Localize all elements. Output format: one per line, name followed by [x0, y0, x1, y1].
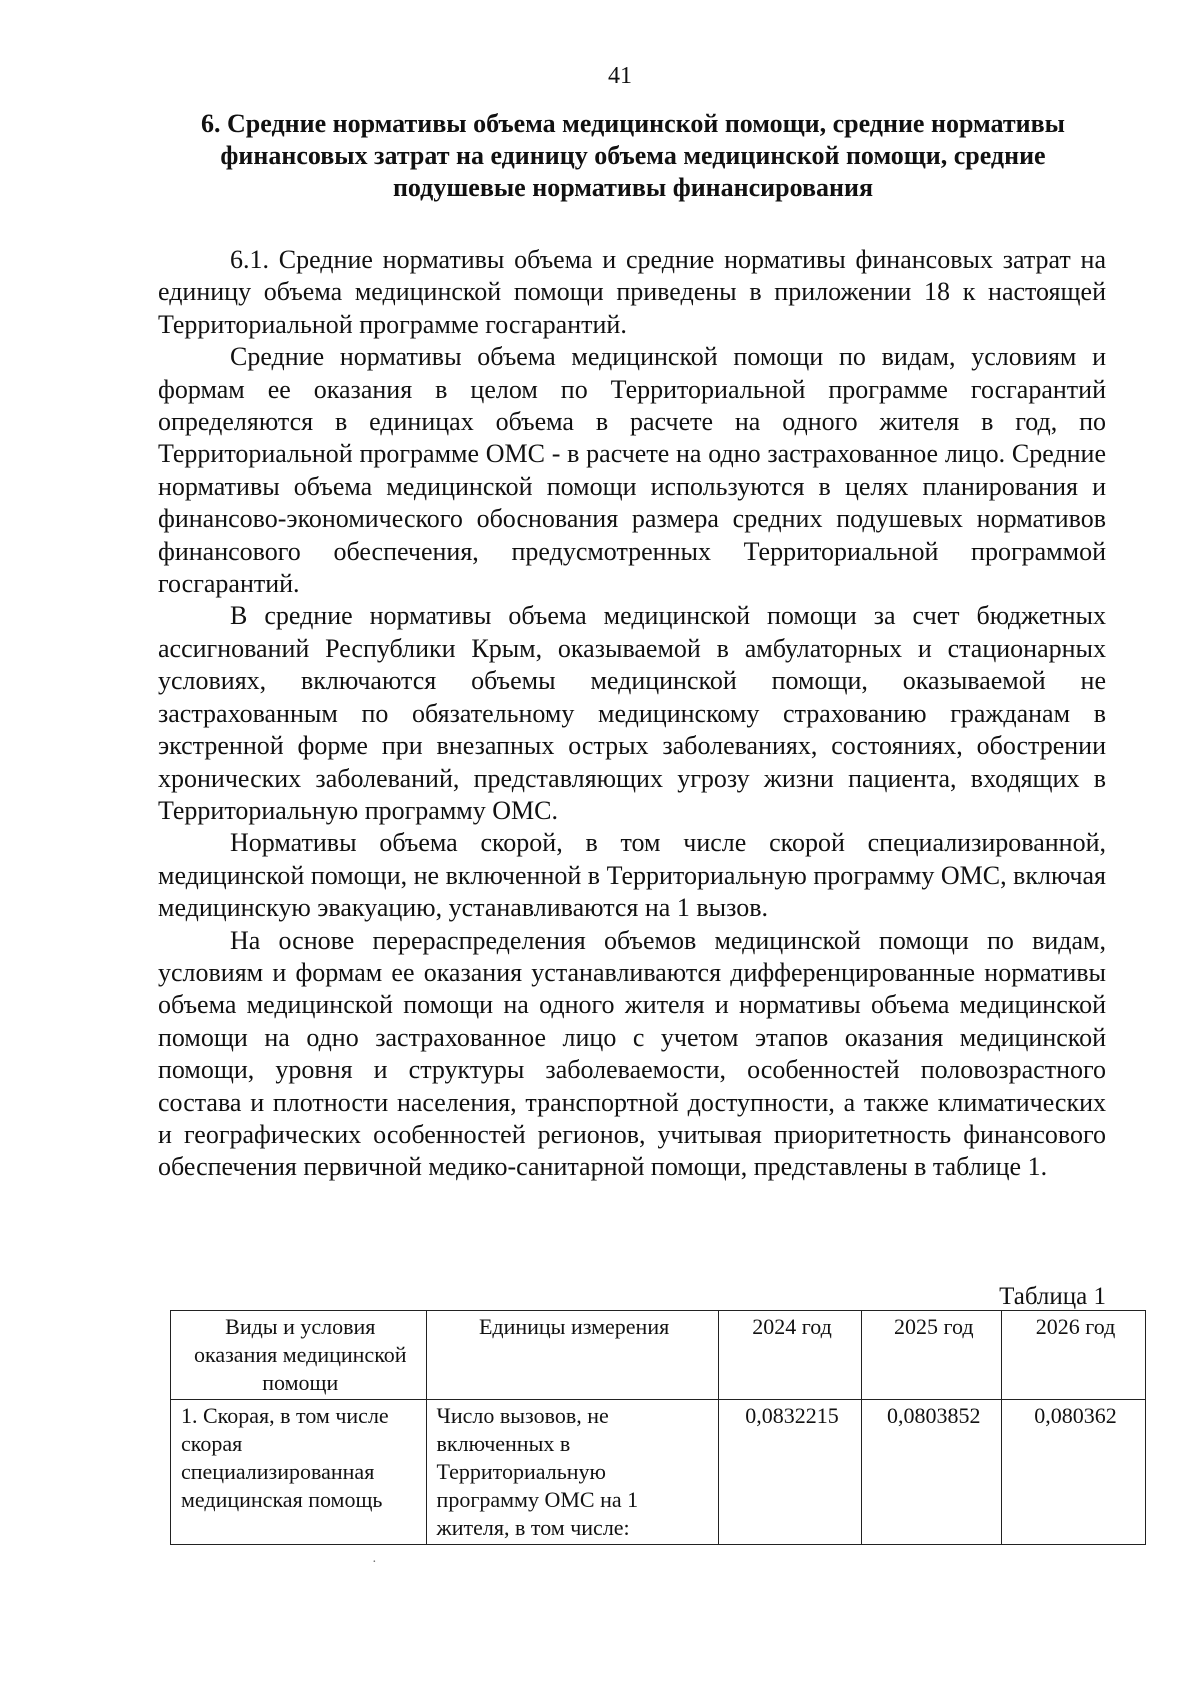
cell-unit: Число вызовов, не включенных в Территориальную программу ОМС на 1 жителя, в том числе:	[426, 1400, 718, 1545]
cell-2024: 0,0832215	[718, 1400, 862, 1545]
table-row	[171, 1400, 1146, 1545]
table-caption: Таблица 1	[999, 1283, 1106, 1310]
header-cell-2025: 2025 год	[862, 1311, 1002, 1400]
header-cell-2024: 2024 год	[718, 1311, 862, 1400]
header-cell-unit: Единицы измерения	[426, 1311, 718, 1400]
cell-2026: 0,080362	[1002, 1400, 1146, 1545]
paragraph: 6.1. Средние нормативы объема и средние нормативы финансовых затрат на единицу объема медицинской помощи приведены в приложении 18 к настоящей Территориальной программе госгарантий.	[158, 245, 1106, 339]
header-cell-2026: 2026 год	[1002, 1311, 1146, 1400]
paragraph: На основе перераспределения объемов медицинской помощи по видам, условиям и формам ее оказания устанавливаются дифференцированные нормативы объема медицинской помощи на одного жителя и нормативы объема медицинской помощи на одно застрахованное лицо с учетом этапов оказания медицинской помощи, уровня и структуры заболеваемости, особенностей половозрастного состава и плотности населения, транспортной доступности, а также климатических и географических особенностей регионов, учитывая приоритетность финансового обеспечения первичной медико-санитарной помощи, представлены в таблице 1.	[158, 925, 1106, 1182]
paragraph: Нормативы объема скорой, в том числе скорой специализированной, медицинской помощи, не включенной в Территориальную программу ОМС, включая медицинскую эвакуацию, устанавливаются на 1 вызов.	[158, 828, 1106, 923]
data-table	[170, 1310, 1146, 1545]
header-cell-type: Виды и условия оказания медицинской помощи	[171, 1311, 427, 1400]
table-header-row	[171, 1311, 1146, 1400]
cell-type: 1. Скорая, в том числе скорая специализированная медицинская помощь	[171, 1400, 427, 1545]
page-number: 41	[608, 63, 632, 89]
body-text	[158, 244, 1106, 1184]
paragraph: В средние нормативы объема медицинской помощи за счет бюджетных ассигнований Республики Крым, оказываемой в амбулаторных и стационарных условиях, включаются объемы медицинской помощи, оказываемой не застрахованным по обязательному медицинскому страхованию гражданам в экстренной форме при внезапных острых заболеваниях, состояниях, обострении хронических заболеваний, представляющих угрозу жизни пациента, входящих в Территориальную программу ОМС.	[158, 601, 1106, 825]
cell-2025: 0,0803852	[862, 1400, 1002, 1545]
paragraph: Средние нормативы объема медицинской помощи по видам, условиям и формам ее оказания в целом по Территориальной программе госгарантий определяются в единицах объема в расчете на одного жителя в год, по Территориальной программе ОМС - в расчете на одно застрахованное лицо. Средние нормативы объема медицинской помощи используются в целях планирования и финансово-экономического обоснования размера средних подушевых нормативов финансового обеспечения, предусмотренных Территориальной программой госгарантий.	[158, 342, 1106, 599]
section-title: 6. Средние нормативы объема медицинской помощи, средние нормативы финансовых затрат на единицу объема медицинской помощи, средние подушевые нормативы финансирования	[201, 109, 1065, 202]
scan-speck: ·	[372, 1555, 377, 1570]
